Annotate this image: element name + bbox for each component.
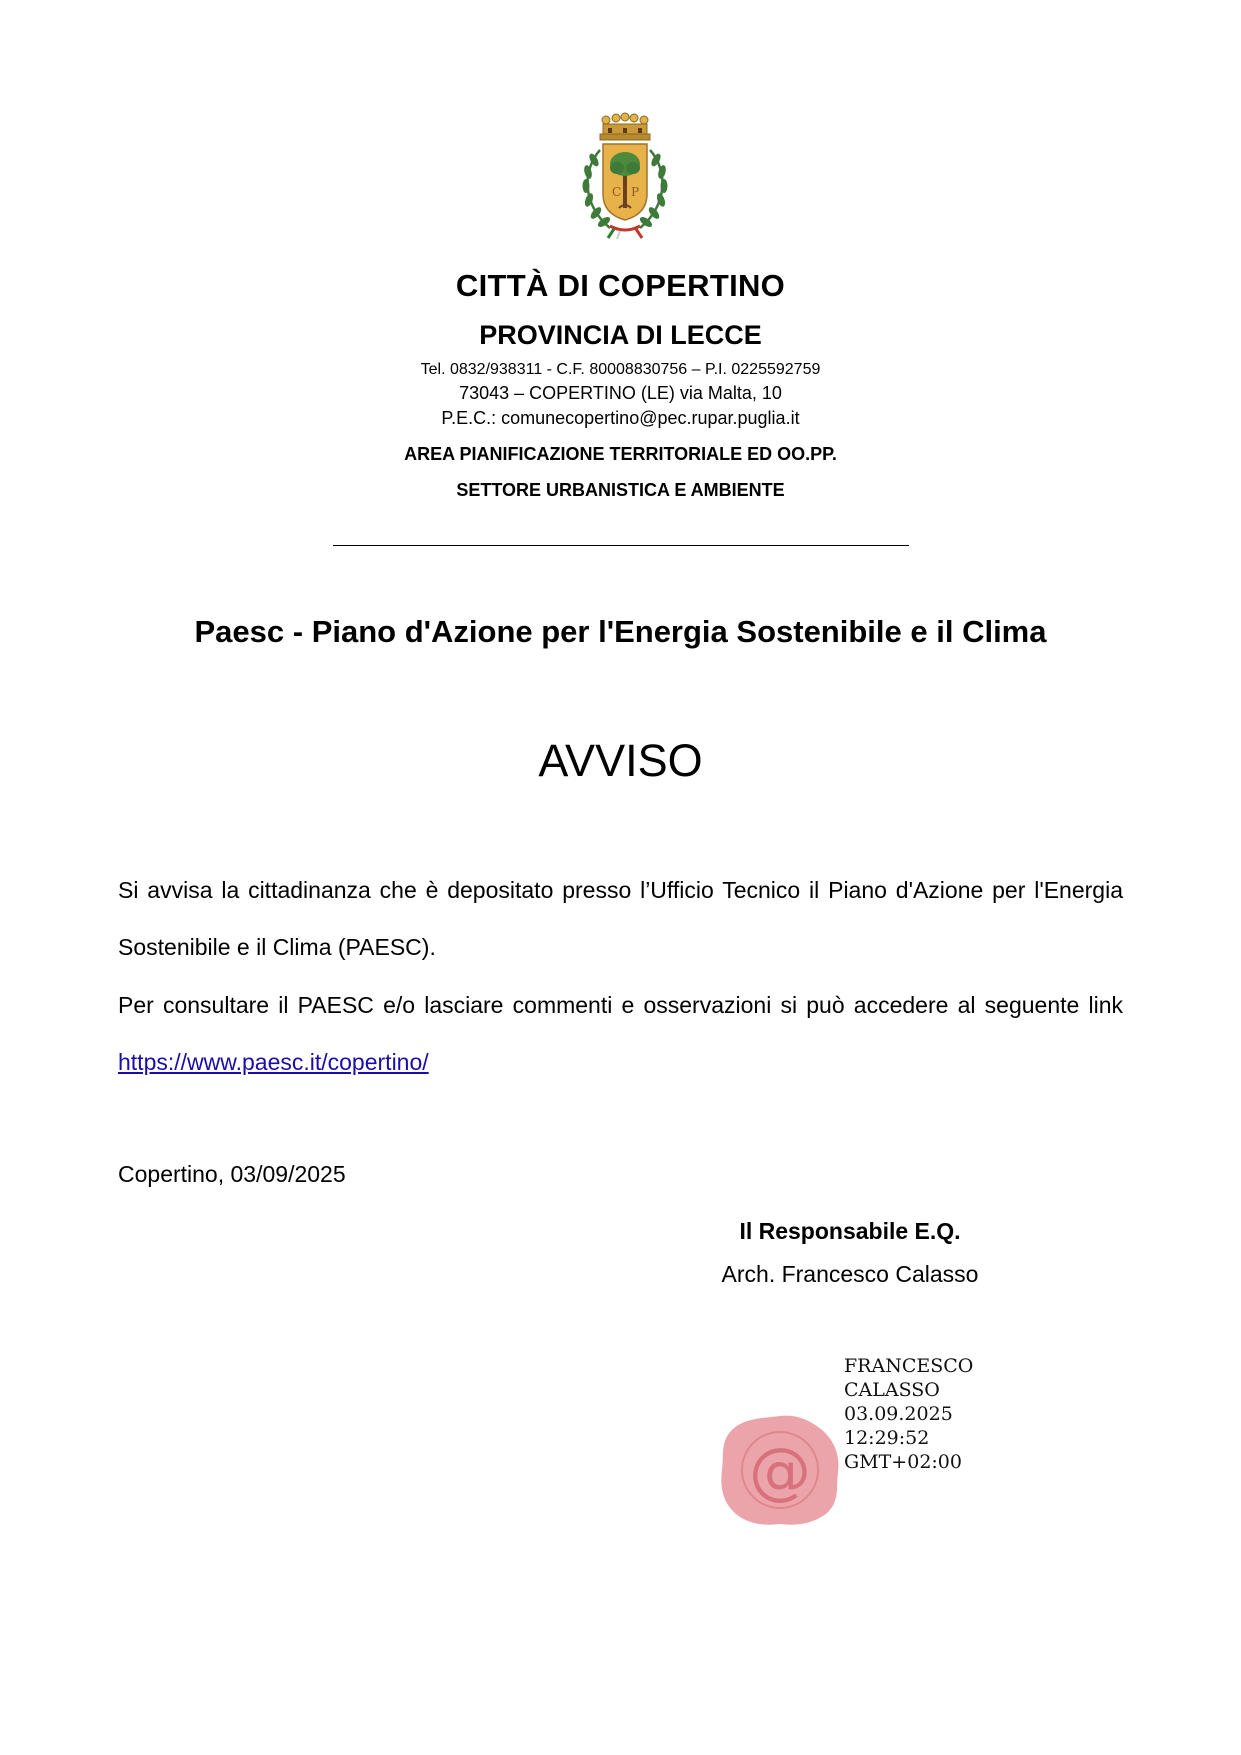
body-paragraph-1: Si avvisa la cittadinanza che è depositato presso l’Ufficio Tecnico il Piano d'Azione per l'Energia Sostenibile e il Clima (PAESC). — [118, 877, 1123, 960]
header-divider — [333, 545, 909, 546]
place-date: Copertino, 03/09/2025 — [118, 1161, 346, 1187]
ribbon-icon — [608, 226, 642, 239]
province-name: PROVINCIA DI LECCE — [479, 320, 762, 350]
svg-text:@: @ — [749, 1434, 811, 1507]
postal-address: 73043 – COPERTINO (LE) via Malta, 10 — [459, 383, 782, 403]
svg-text:C: C — [612, 185, 622, 199]
paesc-link[interactable]: https://www.paesc.it/copertino/ — [118, 1049, 429, 1075]
stamp-line: GMT+02:00 — [844, 1451, 962, 1473]
body-paragraph-2 — [118, 977, 1123, 1091]
stamp-line: FRANCESCO — [844, 1355, 974, 1377]
signatory-role: Il Responsabile E.Q. — [739, 1218, 961, 1244]
body-paragraph-2-text: Per consultare il PAESC e/o lasciare commenti e osservazioni si può accedere al seguente link — [118, 992, 1123, 1018]
digital-signature-stamp — [844, 1354, 973, 1474]
svg-text:P: P — [631, 185, 640, 199]
stamp-line: 03.09.2025 — [844, 1403, 953, 1425]
city-crest-logo — [570, 110, 680, 240]
signatory-name: Arch. Francesco Calasso — [721, 1261, 979, 1287]
pec-address: P.E.C.: comunecopertino@pec.rupar.puglia.it — [441, 408, 800, 428]
stamp-line: CALASSO — [844, 1379, 940, 1401]
city-name: CITTÀ DI COPERTINO — [455, 268, 786, 303]
crown-icon — [600, 113, 650, 140]
stamp-line: 12:29:52 — [844, 1427, 930, 1449]
department-sector: SETTORE URBANISTICA E AMBIENTE — [456, 480, 785, 500]
document-subject: Paesc - Piano d'Azione per l'Energia Sostenibile e il Clima — [194, 614, 1047, 649]
contact-info: Tel. 0832/938311 - C.F. 80008830756 – P.I. 0225592759 — [420, 361, 821, 378]
department-area: AREA PIANIFICAZIONE TERRITORIALE ED OO.PP. — [404, 444, 837, 464]
digital-seal-icon — [718, 1412, 842, 1528]
notice-title: AVVISO — [538, 735, 703, 786]
